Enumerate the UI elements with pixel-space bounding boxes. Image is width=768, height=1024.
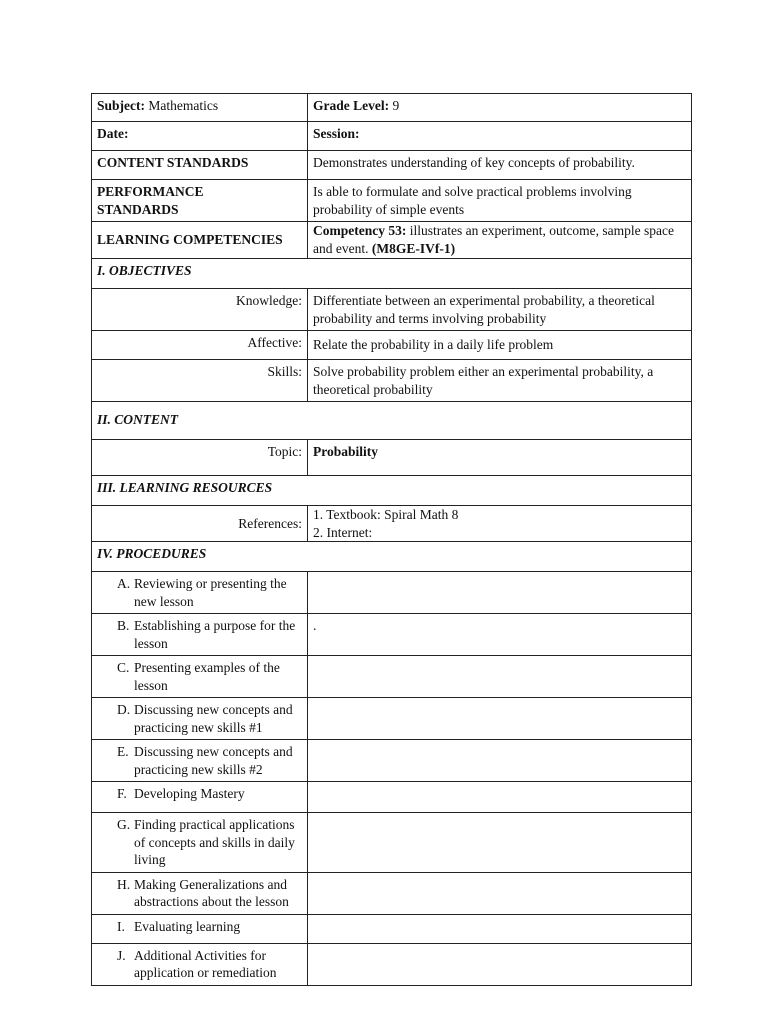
competency-code: (M8GE-IVf-1) — [371, 240, 456, 256]
procedure-label — [92, 813, 308, 873]
procedure-label — [92, 698, 308, 740]
procedure-text: Additional Activities for application or remediation — [134, 947, 277, 980]
procedures-heading: IV. PROCEDURES — [92, 542, 692, 572]
skills-text: Solve probability problem either an experimental probability, a theoretical probability — [308, 360, 692, 402]
procedure-row — [92, 943, 692, 985]
date-cell — [92, 122, 308, 151]
content-heading-row — [92, 402, 692, 440]
procedure-value — [308, 656, 692, 698]
procedure-letter: B. — [117, 618, 130, 633]
procedures-heading-row — [92, 542, 692, 572]
reference-item: 2. Internet: — [313, 524, 373, 540]
grade-level-cell — [308, 94, 692, 122]
competency-description: illustrates an experiment, outcome, sample space and event. — [313, 223, 675, 256]
procedure-label — [92, 572, 308, 614]
performance-label-line-2: STANDARDS — [97, 201, 179, 217]
procedure-text: Establishing a purpose for the lesson — [134, 618, 296, 651]
performance-standards-text: Is able to formulate and solve practical problems involving probability of simple events — [308, 180, 692, 222]
procedure-label — [92, 740, 308, 782]
content-standards-row — [92, 151, 692, 180]
affective-row — [92, 331, 692, 360]
session-cell — [308, 122, 692, 151]
content-standards-label: CONTENT STANDARDS — [92, 151, 308, 180]
procedure-value — [308, 914, 692, 943]
procedure-letter: A. — [117, 576, 131, 591]
knowledge-label: Knowledge: — [92, 289, 308, 331]
procedure-text: Discussing new concepts and practicing new skills #1 — [134, 702, 293, 735]
procedure-text: Discussing new concepts and practicing new skills #2 — [134, 744, 293, 777]
procedure-row — [92, 698, 692, 740]
procedure-letter: J. — [117, 947, 126, 963]
learning-competencies-row — [92, 222, 692, 259]
procedure-text: Finding practical applications of concepts and skills in daily living — [134, 817, 295, 867]
procedure-text: Presenting examples of the lesson — [134, 660, 280, 693]
subject-cell — [92, 94, 308, 122]
procedure-text: Making Generalizations and abstractions about the lesson — [134, 876, 289, 909]
procedure-row — [92, 813, 692, 873]
procedure-row — [92, 872, 692, 914]
grade-level-label: Grade Level: — [313, 98, 390, 113]
procedure-row — [92, 740, 692, 782]
subject-label: Subject: — [97, 98, 145, 113]
date-label: Date: — [97, 126, 129, 141]
procedure-row — [92, 656, 692, 698]
procedure-value — [308, 572, 692, 614]
reference-item: 1. Textbook: Spiral Math 8 — [313, 507, 459, 522]
performance-label-line-1: PERFORMANCE — [97, 184, 204, 199]
topic-value: Probability — [308, 440, 692, 476]
procedure-row — [92, 782, 692, 813]
references-row — [92, 506, 692, 542]
procedure-label — [92, 782, 308, 813]
procedure-letter: H. — [117, 876, 131, 892]
procedure-label — [92, 614, 308, 656]
knowledge-text: Differentiate between an experimental probability, a theoretical probability and terms involving probability — [308, 289, 692, 331]
procedure-letter: E. — [117, 744, 129, 759]
skills-label: Skills: — [92, 360, 308, 402]
competency-number: Competency 53: — [313, 223, 407, 238]
procedure-value — [308, 698, 692, 740]
subject-row — [92, 94, 692, 122]
procedure-value — [308, 943, 692, 985]
topic-row — [92, 440, 692, 476]
objectives-heading-row — [92, 259, 692, 289]
topic-label: Topic: — [92, 440, 308, 476]
resources-heading-row — [92, 476, 692, 506]
performance-standards-label — [92, 180, 308, 222]
skills-row — [92, 360, 692, 402]
procedure-value: . — [308, 614, 692, 656]
references-list — [308, 506, 692, 542]
procedure-label — [92, 656, 308, 698]
content-standards-text: Demonstrates understanding of key concepts of probability. — [308, 151, 692, 180]
grade-level-value: 9 — [392, 98, 400, 113]
content-heading: II. CONTENT — [92, 402, 692, 440]
procedure-value — [308, 740, 692, 782]
procedure-value — [308, 782, 692, 813]
session-label: Session: — [313, 126, 360, 141]
procedure-value — [308, 872, 692, 914]
procedure-letter: D. — [117, 702, 131, 717]
procedure-label — [92, 914, 308, 943]
references-label: References: — [92, 506, 308, 542]
procedure-letter: I. — [117, 918, 125, 934]
performance-standards-row — [92, 180, 692, 222]
subject-value: Mathematics — [148, 98, 219, 113]
procedure-letter: F. — [117, 786, 127, 801]
learning-competencies-label: LEARNING COMPETENCIES — [92, 222, 308, 259]
resources-heading: III. LEARNING RESOURCES — [92, 476, 692, 506]
knowledge-row — [92, 289, 692, 331]
procedure-letter: G. — [117, 817, 131, 832]
procedure-row — [92, 572, 692, 614]
objectives-heading: I. OBJECTIVES — [92, 259, 692, 289]
procedure-label — [92, 943, 308, 985]
procedure-value — [308, 813, 692, 873]
affective-text: Relate the probability in a daily life problem — [308, 331, 692, 360]
procedure-row — [92, 614, 692, 656]
procedure-text: Evaluating learning — [134, 918, 241, 934]
procedure-label — [92, 872, 308, 914]
date-row — [92, 122, 692, 151]
procedure-text: Reviewing or presenting the new lesson — [134, 576, 287, 609]
learning-competencies-text — [308, 222, 692, 259]
procedure-text: Developing Mastery — [134, 786, 245, 801]
affective-label: Affective: — [92, 331, 308, 360]
lesson-plan-table — [91, 93, 692, 986]
procedure-letter: C. — [117, 660, 130, 675]
procedure-row — [92, 914, 692, 943]
